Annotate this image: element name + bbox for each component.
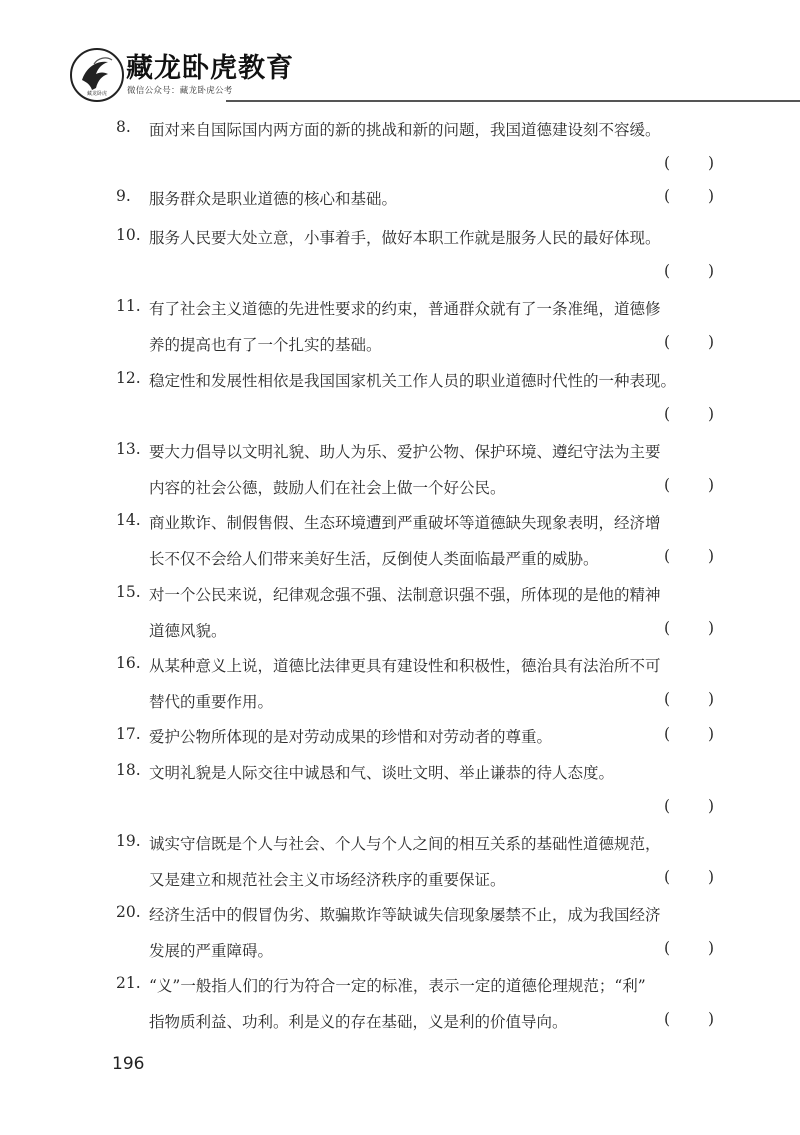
question-number: 11.	[116, 297, 141, 315]
question-text-line: 经济生活中的假冒伪劣、欺骗欺诈等缺诚失信现象屡禁不止，成为我国经济	[149, 906, 661, 924]
answer-blank	[664, 939, 714, 957]
paren-close: )	[707, 262, 714, 280]
paren-open: (	[664, 405, 671, 423]
paren-close: )	[707, 797, 714, 815]
question-text-line: 长不仅不会给人们带来美好生活，反倒使人类面临最严重的威胁。	[149, 550, 599, 568]
question-number: 20.	[116, 903, 141, 921]
answer-blank	[664, 690, 714, 708]
answer-blank	[664, 262, 714, 280]
paren-close: )	[707, 690, 714, 708]
answer-blank	[664, 154, 714, 172]
question-text-line: 养的提高也有了一个扎实的基础。	[149, 336, 382, 354]
question-text-line: 诚实守信既是个人与社会、个人与个人之间的相互关系的基础性道德规范，	[149, 835, 661, 853]
answer-blank	[664, 405, 714, 423]
paren-close: )	[707, 187, 714, 205]
paren-open: (	[664, 187, 671, 205]
answer-blank	[664, 797, 714, 815]
question-number: 18.	[116, 761, 141, 779]
answer-blank	[664, 725, 714, 743]
page-number: 196	[112, 1054, 145, 1074]
paren-open: (	[664, 547, 671, 565]
question-text-line: 要大力倡导以文明礼貌、助人为乐、爱护公物、保护环境、遵纪守法为主要	[149, 443, 661, 461]
question-number: 12.	[116, 369, 141, 387]
answer-blank	[664, 547, 714, 565]
paren-open: (	[664, 690, 671, 708]
paren-open: (	[664, 725, 671, 743]
paren-open: (	[664, 154, 671, 172]
question-number: 15.	[116, 583, 141, 601]
paren-close: )	[707, 476, 714, 494]
answer-blank	[664, 333, 714, 351]
question-number: 16.	[116, 654, 141, 672]
question-number: 17.	[116, 725, 141, 743]
question-number: 10.	[116, 226, 141, 244]
paren-close: )	[707, 1010, 714, 1028]
question-text-line: “义”一般指人们的行为符合一定的标准，表示一定的道德伦理规范；“利”	[149, 977, 646, 995]
answer-blank	[664, 476, 714, 494]
answer-blank	[664, 1010, 714, 1028]
paren-close: )	[707, 333, 714, 351]
question-number: 8.	[116, 118, 131, 136]
question-number: 13.	[116, 440, 141, 458]
answer-blank	[664, 187, 714, 205]
paren-open: (	[664, 262, 671, 280]
paren-open: (	[664, 1010, 671, 1028]
question-text-line: 商业欺诈、制假售假、生态环境遭到严重破坏等道德缺失现象表明，经济增	[149, 514, 661, 532]
paren-close: )	[707, 725, 714, 743]
question-text-line: 发展的严重障碍。	[149, 942, 274, 960]
question-text-line: 指物质利益、功利。利是义的存在基础，义是利的价值导向。	[149, 1013, 568, 1031]
question-number: 14.	[116, 511, 141, 529]
paren-close: )	[707, 547, 714, 565]
paren-close: )	[707, 154, 714, 172]
question-number: 21.	[116, 974, 141, 992]
brand-subtitle: 微信公众号：藏龙卧虎公考	[127, 86, 233, 96]
question-number: 19.	[116, 832, 141, 850]
paren-close: )	[707, 868, 714, 886]
question-text-line: 替代的重要作用。	[149, 693, 274, 711]
question-text-line: 面对来自国际国内两方面的新的挑战和新的问题，我国道德建设刻不容缓。	[149, 121, 661, 139]
paren-open: (	[664, 333, 671, 351]
question-text-line: 稳定性和发展性相依是我国国家机关工作人员的职业道德时代性的一种表现。	[149, 372, 677, 390]
question-text-line: 有了社会主义道德的先进性要求的约束，普通群众就有了一条准绳，道德修	[149, 300, 661, 318]
question-text-line: 内容的社会公德，鼓励人们在社会上做一个好公民。	[149, 479, 506, 497]
paren-close: )	[707, 939, 714, 957]
brand-name: 藏龙卧虎教育	[126, 53, 294, 84]
question-text-line: 对一个公民来说，纪律观念强不强、法制意识强不强，所体现的是他的精神	[149, 586, 661, 604]
question-text-line: 文明礼貌是人际交往中诚恳和气、谈吐文明、举止谦恭的待人态度。	[149, 764, 615, 782]
logo-caption: 藏龙卧虎	[86, 91, 107, 97]
question-number: 9.	[116, 187, 131, 205]
paren-open: (	[664, 619, 671, 637]
question-text-line: 服务人民要大处立意，小事着手，做好本职工作就是服务人民的最好体现。	[149, 229, 661, 247]
question-text-line: 爱护公物所体现的是对劳动成果的珍惜和对劳动者的尊重。	[149, 728, 553, 746]
paren-open: (	[664, 797, 671, 815]
question-text-line: 服务群众是职业道德的核心和基础。	[149, 190, 398, 208]
answer-blank	[664, 868, 714, 886]
paren-open: (	[664, 868, 671, 886]
paren-close: )	[707, 405, 714, 423]
question-text-line: 又是建立和规范社会主义市场经济秩序的重要保证。	[149, 871, 506, 889]
question-text-line: 从某种意义上说，道德比法律更具有建设性和积极性，德治具有法治所不可	[149, 657, 661, 675]
paren-open: (	[664, 476, 671, 494]
answer-blank	[664, 619, 714, 637]
paren-open: (	[664, 939, 671, 957]
paren-close: )	[707, 619, 714, 637]
question-text-line: 道德风貌。	[149, 622, 227, 640]
